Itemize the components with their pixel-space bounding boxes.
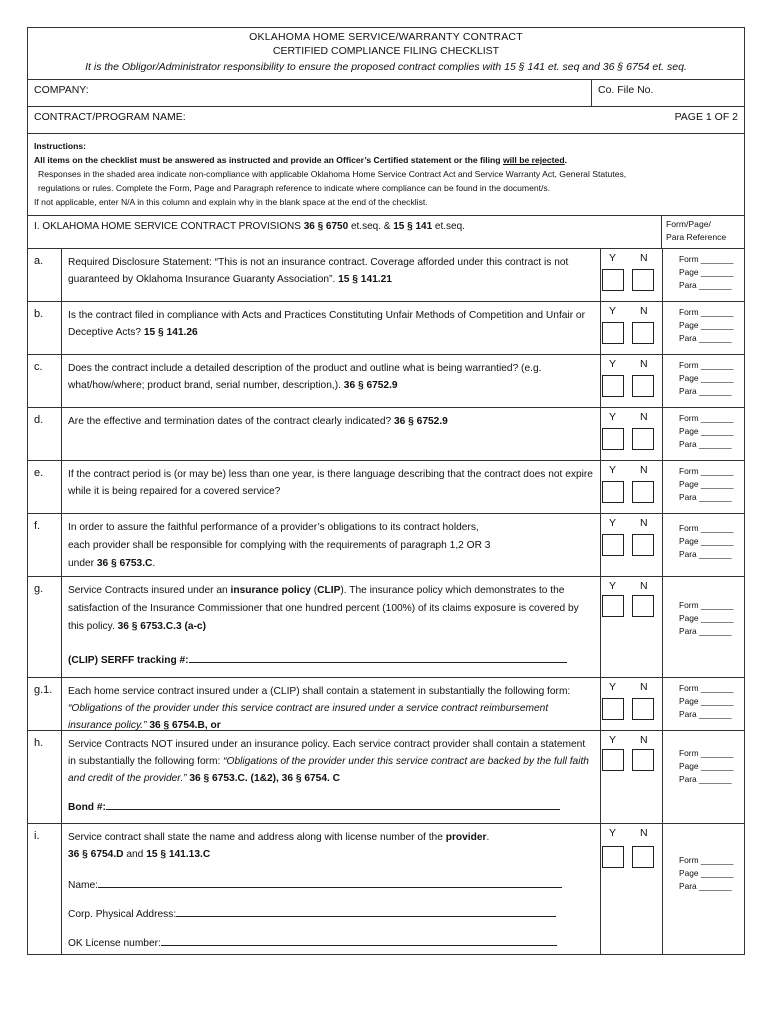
instructions-title: Instructions: (34, 141, 87, 151)
item-h-cite: 36 § 6753.C. (1&2), 36 § 6754. C (186, 773, 341, 784)
item-letter: i. (28, 824, 62, 954)
item-i-cites (68, 846, 594, 863)
company-row (28, 80, 744, 107)
item-f-end: . (152, 558, 156, 569)
para-ref[interactable]: Para _______ (679, 881, 732, 891)
name-label: Name: (68, 880, 99, 891)
reference-cell[interactable] (663, 408, 744, 460)
instructions-line-3: regulations or rules. Complete the Form, Page and Paragraph reference to indicate where compliance can be found in the document/s. (38, 183, 551, 193)
item-c-cite: 36 § 6752.9 (343, 380, 398, 391)
yes-no-group (601, 824, 663, 954)
item-i-paragraph (68, 829, 594, 846)
reference-cell[interactable] (663, 731, 744, 823)
bond-input[interactable] (106, 797, 560, 810)
item-f-line-1: In order to assure the faithful performance of a provider’s obligations to its contract holders, (68, 522, 479, 533)
form-ref[interactable]: Form _______ (679, 855, 734, 865)
serff-row (68, 650, 594, 670)
form-title: OKLAHOMA HOME SERVICE/WARRANTY CONTRACT (249, 31, 523, 43)
address-label: Corp. Physical Address: (68, 909, 177, 920)
yes-label: Y (609, 517, 617, 529)
item-g-insurance-policy: insurance policy (230, 585, 311, 596)
no-label: N (640, 517, 648, 529)
instr-period: . (564, 155, 567, 165)
rejected-text: will be rejected (502, 155, 565, 165)
yes-no-group (601, 731, 663, 823)
reference-cell[interactable] (663, 355, 744, 407)
item-letter: f. (28, 514, 62, 576)
serff-label: (CLIP) SERFF tracking #: (68, 655, 189, 666)
item-i-and: and (123, 849, 147, 860)
no-checkbox[interactable] (632, 846, 654, 868)
section-cite-1: 36 § 6750 (303, 221, 349, 232)
yes-checkbox[interactable] (602, 481, 624, 503)
item-f-cite: 36 § 6753.C (96, 558, 153, 569)
item-a-cite: 15 § 141.21 (338, 274, 392, 285)
name-input[interactable] (98, 875, 562, 888)
item-i-cite-1: 36 § 6754.D (68, 849, 124, 860)
item-i-period: . (486, 832, 490, 843)
yes-checkbox[interactable] (602, 595, 624, 617)
no-checkbox[interactable] (632, 595, 654, 617)
checklist-item-b (28, 302, 744, 355)
item-text (62, 302, 601, 354)
item-b-cite: 15 § 141.26 (143, 327, 198, 338)
item-g-paragraph (68, 582, 594, 636)
reference-cell[interactable] (663, 249, 744, 301)
item-text (62, 731, 601, 823)
para-ref[interactable]: Para _______ (679, 280, 732, 290)
no-label: N (640, 734, 648, 746)
item-text (62, 577, 601, 677)
item-text (62, 514, 601, 576)
checklist-item-d (28, 408, 744, 461)
yes-label: Y (609, 580, 617, 592)
reference-header (662, 216, 744, 248)
name-row (68, 875, 594, 894)
contract-name-field[interactable]: CONTRACT/PROGRAM NAME: (34, 111, 186, 123)
item-text (62, 408, 601, 460)
item-f-line-3 (68, 555, 594, 573)
yes-checkbox[interactable] (602, 322, 624, 344)
bond-label: Bond #: (68, 802, 106, 813)
item-g1-cite: 36 § 6754.B, or (146, 720, 221, 731)
checklist-item-e (28, 461, 744, 514)
item-h-paragraph (68, 736, 594, 787)
page-ref[interactable]: Page _______ (679, 426, 734, 436)
page-ref[interactable]: Page _______ (679, 320, 734, 330)
address-row (68, 904, 594, 923)
para-ref[interactable]: Para _______ (679, 626, 732, 636)
reference-cell[interactable] (663, 461, 744, 513)
instructions (28, 134, 744, 216)
item-letter: g.1. (28, 678, 62, 730)
item-g1-quote: “Obligations of the provider under this service contract are insured under a service contract reimbursement insurance policy.” (68, 703, 549, 731)
license-label: OK License number: (68, 938, 161, 949)
page-ref[interactable]: Page _______ (679, 479, 734, 489)
yes-label: Y (609, 411, 617, 423)
item-a-text: Required Disclosure Statement: “This is not an insurance contract. Coverage afforded under this contract is not guaranteed by Oklahoma Insurance Guaranty Association”. (68, 257, 569, 285)
form-ref[interactable]: Form _______ (679, 748, 734, 758)
form-ref[interactable]: Form _______ (679, 466, 734, 476)
item-f-line-2: each provider shall be responsible for complying with the requirements of paragraph 1,2 OR 3 (68, 540, 491, 551)
no-checkbox[interactable] (632, 428, 654, 450)
section-title (28, 216, 662, 248)
page-ref[interactable]: Page _______ (679, 868, 734, 878)
item-g-clip: CLIP (317, 585, 341, 596)
no-label: N (640, 305, 648, 317)
yes-no-group (601, 355, 663, 407)
address-input[interactable] (176, 904, 556, 917)
item-text (62, 678, 601, 730)
item-letter: e. (28, 461, 62, 513)
file-no-field[interactable]: Co. File No. (598, 84, 654, 96)
yes-label: Y (609, 464, 617, 476)
no-checkbox[interactable] (632, 322, 654, 344)
item-text (62, 249, 601, 301)
item-g-t3: ). The insurance policy which demonstrates to the satisfaction of the Insurance Commissioner that one hundred percent (100%) of its claims exposure is covered by this policy. (68, 585, 579, 632)
no-checkbox[interactable] (632, 269, 654, 291)
item-g-cite: 36 § 6753.C.3 (a-c) (117, 621, 206, 632)
yes-label: Y (609, 681, 617, 693)
section-mid: et.seq. & (348, 221, 394, 232)
form-ref[interactable]: Form _______ (679, 523, 734, 533)
item-g-t2: ( (310, 585, 318, 596)
checklist-item-g1 (28, 678, 744, 731)
no-checkbox[interactable] (632, 749, 654, 771)
checklist-item-i (28, 824, 744, 954)
item-letter: d. (28, 408, 62, 460)
yes-checkbox[interactable] (602, 846, 624, 868)
yes-no-group (601, 302, 663, 354)
item-f-under: under (68, 558, 97, 569)
instr-text: All items on the checklist must be answered as instructed and provide an Officer’s Certified statement or the filing (34, 155, 503, 165)
license-row (68, 933, 594, 952)
no-checkbox[interactable] (632, 481, 654, 503)
no-label: N (640, 681, 648, 693)
form-header (28, 28, 744, 80)
reference-cell[interactable] (663, 514, 744, 576)
yes-no-group (601, 408, 663, 460)
page-ref[interactable]: Page _______ (679, 696, 734, 706)
checklist-item-f (28, 514, 744, 577)
yes-checkbox[interactable] (602, 375, 624, 397)
para-ref[interactable]: Para _______ (679, 774, 732, 784)
form-subtitle: CERTIFIED COMPLIANCE FILING CHECKLIST (272, 45, 500, 57)
item-g-t1: Service Contracts insured under an (68, 585, 231, 596)
item-text (62, 355, 601, 407)
yes-label: Y (609, 252, 617, 264)
item-i-provider: provider (445, 832, 487, 843)
item-c-text: Does the contract include a detailed description of the product and outline what is being warrantied? (e.g. what/how/where; product brand, serial number, description,). (68, 363, 542, 391)
form-ref[interactable]: Form _______ (679, 413, 734, 423)
para-ref[interactable]: Para _______ (679, 549, 732, 559)
item-text: If the contract period is (or may be) less than one year, is there language describing that the contract does not expire while it is being repaired for a covered service? (62, 461, 601, 513)
yes-checkbox[interactable] (602, 749, 624, 771)
item-b-text: Is the contract filed in compliance with Acts and Practices Constituting Unfair Methods of Competition and Unfair or Deceptive Acts? (68, 310, 585, 338)
no-label: N (640, 827, 648, 839)
contract-row (28, 107, 744, 134)
form-ref[interactable]: Form _______ (679, 683, 734, 693)
para-ref[interactable]: Para _______ (679, 492, 732, 502)
no-checkbox[interactable] (632, 534, 654, 556)
page-ref[interactable]: Page _______ (679, 536, 734, 546)
reference-cell[interactable] (663, 577, 744, 677)
para-ref[interactable]: Para _______ (679, 333, 732, 343)
yes-no-group (601, 461, 663, 513)
page-ref[interactable]: Page _______ (679, 373, 734, 383)
bond-row (68, 797, 594, 816)
yes-no-group (601, 577, 663, 677)
form-ref[interactable]: Form _______ (679, 600, 734, 610)
no-label: N (640, 252, 648, 264)
form-ref[interactable]: Form _______ (679, 307, 734, 317)
reference-header-line-1: Form/Page/ (666, 219, 711, 229)
item-d-text: Are the effective and termination dates of the contract clearly indicated? (68, 416, 394, 427)
no-label: N (640, 580, 648, 592)
yes-label: Y (609, 305, 617, 317)
para-ref[interactable]: Para _______ (679, 709, 732, 719)
item-h-text: Service Contracts NOT insured under an insurance policy. Each service contract provider shall contain a statement in substantially the following form: (68, 739, 586, 767)
no-label: N (640, 464, 648, 476)
reference-cell[interactable] (663, 824, 744, 954)
yes-no-group (601, 514, 663, 576)
yes-checkbox[interactable] (602, 269, 624, 291)
item-letter: a. (28, 249, 62, 301)
reference-header-line-2: Para Reference (666, 232, 727, 242)
section-pre: I. OKLAHOMA HOME SERVICE CONTRACT PROVISIONS (34, 221, 304, 232)
no-checkbox[interactable] (632, 375, 654, 397)
item-d-cite: 36 § 6752.9 (394, 416, 448, 427)
form-ref[interactable]: Form _______ (679, 254, 734, 264)
yes-no-group (601, 249, 663, 301)
para-ref[interactable]: Para _______ (679, 439, 732, 449)
yes-checkbox[interactable] (602, 534, 624, 556)
yes-label: Y (609, 358, 617, 370)
section-cite-2: 15 § 141 (393, 221, 433, 232)
reference-cell[interactable] (663, 302, 744, 354)
item-h-quote: “Obligations of the provider under this service contract are backed by the full faith and credit of the provider.” (68, 756, 589, 784)
page-ref[interactable]: Page _______ (679, 267, 734, 277)
item-letter: h. (28, 731, 62, 823)
page-ref[interactable]: Page _______ (679, 613, 734, 623)
serff-input[interactable] (189, 650, 567, 663)
page-ref[interactable]: Page _______ (679, 761, 734, 771)
yes-checkbox[interactable] (602, 428, 624, 450)
item-letter: c. (28, 355, 62, 407)
yes-label: Y (609, 827, 617, 839)
yes-no-group (601, 678, 663, 730)
section-post: et.seq. (432, 221, 465, 232)
form-ref[interactable]: Form _______ (679, 360, 734, 370)
checklist-item-g (28, 577, 744, 678)
page-indicator: PAGE 1 OF 2 (674, 111, 738, 123)
no-label: N (640, 358, 648, 370)
para-ref[interactable]: Para _______ (679, 386, 732, 396)
yes-checkbox[interactable] (602, 698, 624, 720)
instructions-line-1 (34, 153, 738, 167)
checklist-form (27, 27, 745, 955)
item-g1-text: Each home service contract insured under a (CLIP) shall contain a statement in substantially the following form: (68, 686, 571, 697)
no-label: N (640, 411, 648, 423)
yes-label: Y (609, 734, 617, 746)
section-header (28, 216, 744, 249)
checklist-item-a (28, 249, 744, 302)
license-input[interactable] (161, 933, 557, 946)
checklist-item-h (28, 731, 744, 824)
no-checkbox[interactable] (632, 698, 654, 720)
item-i-cite-2: 15 § 141.13.C (146, 849, 211, 860)
responsibility-note: It is the Obligor/Administrator responsibility to ensure the proposed contract complies with 15 § 141 et. seq and 36 § 6754 et. seq. (85, 61, 687, 73)
instructions-line-4: If not applicable, enter N/A in this column and explain why in the blank space at the end of the checklist. (34, 197, 428, 207)
company-field[interactable]: COMPANY: (28, 80, 592, 106)
item-letter: b. (28, 302, 62, 354)
item-text (62, 824, 601, 954)
reference-cell[interactable] (663, 678, 744, 730)
item-letter: g. (28, 577, 62, 677)
checklist-item-c (28, 355, 744, 408)
instructions-line-2: Responses in the shaded area indicate non-compliance with applicable Oklahoma Home Service Contract Act and Service Warranty Act, General Statutes, (38, 169, 627, 179)
item-i-text: Service contract shall state the name and address along with license number of the (68, 832, 446, 843)
